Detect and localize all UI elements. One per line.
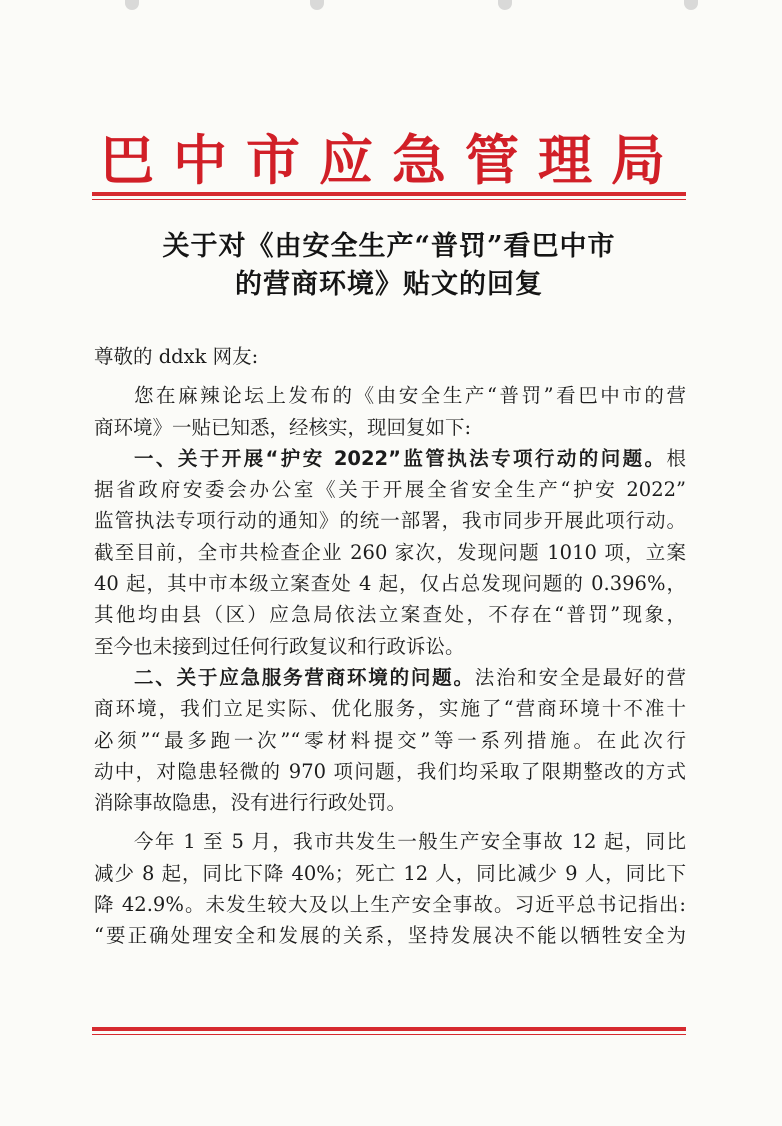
paragraph-2-tail: 根 [666,446,686,470]
paragraph-1-line: 商环境》一贴已知悉，经核实，现回复如下: [94,415,472,439]
paragraph-4-line: “要正确处理安全和发展的关系，坚持发展决不能以牺牲安全为 [94,924,686,948]
paragraph-3-line: 商环境，我们立足实际、优化服务，实施了“营商环境十不准十 [94,697,686,721]
document-title-line-2: 的营商环境》贴文的回复 [235,269,543,300]
footer-rule-thin [92,1034,686,1035]
paragraph-3-line: 必须”“最多跑一次”“零材料提交”等一系列措施。在此次行 [94,728,686,752]
paragraph-2-line: 至今也未接到过任何行政复议和行政诉讼。 [94,634,465,658]
paragraph-2-line: 其他均由县（区）应急局依法立案查处，不存在“普罚”现象， [94,603,686,627]
section-2-heading: 二、关于应急服务营商环境的问题。 [134,665,475,689]
letterhead-rule-thin [92,199,686,200]
paragraph-4-line: 今年 1 至 5 月，我市共发生一般生产安全事故 12 起，同比 [134,830,686,854]
footer-rule-thick [92,1027,686,1031]
org-letterhead-title: 巴中市应急管理局 [100,128,684,192]
paragraph-1-line: 您在麻辣论坛上发布的《由安全生产“普罚”看巴中市的营 [134,384,686,408]
section-1-heading: 一、关于开展“护安 2022”监管执法专项行动的问题。 [134,446,667,470]
document-body [94,341,686,952]
binder-mark [125,0,139,10]
paragraph-2-line: 监管执法专项行动的通知》的统一部署，我市同步开展此项行动。 [94,509,686,533]
binder-mark [498,0,512,10]
paragraph-3-tail: 法治和安全是最好的营 [474,665,686,689]
paragraph-2-line: 截至目前，全市共检查企业 260 家次，发现问题 1010 项，立案 [94,540,686,564]
paragraph-4-line: 降 42.9%。未发生较大及以上生产安全事故。习近平总书记指出: [94,893,686,917]
paragraph-3-first-line [94,662,686,693]
binder-mark [310,0,324,10]
paragraph-3-line: 动中，对隐患轻微的 970 项问题，我们均采取了限期整改的方式 [94,759,686,783]
salutation: 尊敬的 ddxk 网友: [94,345,259,368]
letterhead-rule-thick [92,192,686,196]
binder-mark [684,0,698,10]
document-title-line-1: 关于对《由安全生产“普罚”看巴中市 [162,231,616,262]
paragraph-2-line: 据省政府安委会办公室《关于开展全省安全生产“护安 2022” [94,478,686,502]
paragraph-2-line: 40 起，其中市本级立案查处 4 起，仅占总发现问题的 0.396%， [94,572,686,596]
paragraph-4-line: 减少 8 起，同比下降 40%；死亡 12 人，同比减少 9 人，同比下 [94,861,686,885]
paragraph-2-first-line [94,443,686,474]
paragraph-3-line: 消除事故隐患，没有进行行政处罚。 [94,791,407,815]
